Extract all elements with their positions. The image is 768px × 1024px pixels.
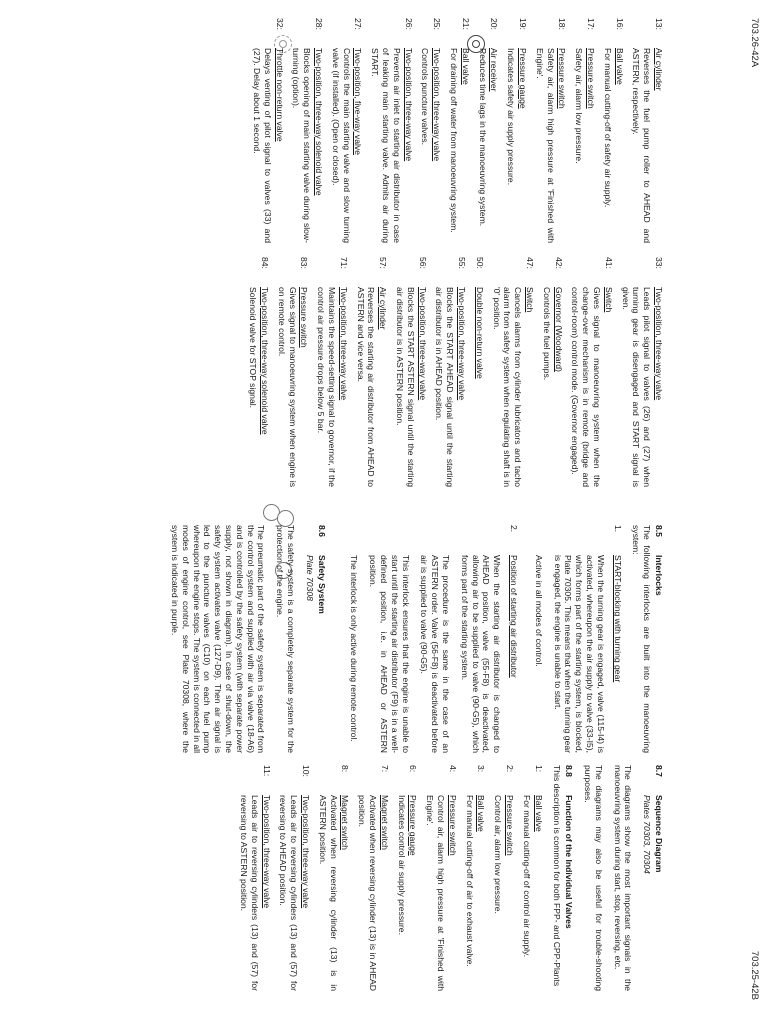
item-description: Reverses the starting air distributor from AHEAD to ASTERN and vice versa. [355, 287, 377, 487]
item-number: 84: [260, 257, 271, 269]
item-paragraph: The procedure is the same in the case of an ASTERN order. Valve (56-F8) is deactivated before air is supplied to valve (90-G5). [419, 555, 452, 753]
list-item [534, 18, 567, 243]
item-paragraph: When the turning gear is engaged, valve (115-I4) is activated, whereupon the air supply to valve (33-I5), which forms part of the starting system, is blocked, Plate 70305. This means that when the turning gear is engaged, the engine is unable to start. [552, 555, 606, 753]
column-2-valve-list [242, 257, 665, 487]
item-description: Leads air to reversing cylinders (13) and (57) for reversing to ASTERN position. [239, 795, 260, 991]
list-item [330, 18, 363, 243]
page-number-right: 703.25-42B [749, 950, 760, 1000]
item-paragraph: When the starting air distributor is changed to AHEAD position, valve (55-F8) is deactivated, allowing air to be supplied to valve (90-G5), which forms part of the starting system. [459, 555, 503, 753]
section-paragraph: The safety system is a completely separate system for the protection of the engine. [275, 525, 297, 753]
section-heading-safety [316, 525, 327, 753]
item-number: 21: [460, 18, 471, 30]
section-title: Interlocks [654, 555, 664, 596]
item-number: 27: [353, 18, 364, 30]
column-1-valve-list [245, 18, 664, 243]
item-number: 16: [614, 18, 625, 30]
item-description: Prevents air inlet to starting air distributor in case of leaking main starting valve. Admits air during START. [370, 48, 402, 243]
item-title: Throttle non-return valve [274, 48, 285, 142]
section-heading-interlocks [653, 525, 664, 753]
item-number: 3: [476, 765, 487, 773]
item-title: Ball valve [460, 48, 471, 85]
section-number: 8.8 [564, 765, 575, 777]
list-item [356, 765, 389, 991]
item-number: 25: [432, 18, 443, 30]
item-title: Two-position, three-way valve [261, 795, 272, 909]
item-description: Controls the main starting valve and slow turning valve (if installed). (Open or closed). [330, 48, 352, 243]
item-number: 4: [447, 765, 458, 773]
item-title: Switch [603, 287, 614, 313]
list-item [355, 257, 388, 487]
item-number: 1: [533, 765, 544, 773]
item-description: Blocks the START AHEAD signal until the starting air distributor is in AHEAD position. [434, 287, 456, 487]
item-title: Two-position, three-way valve [301, 795, 312, 909]
item-number: 41: [603, 257, 614, 269]
item-number: 56: [417, 257, 428, 269]
item-description: For draining off water from manoeuvring system. [449, 48, 460, 233]
list-item [315, 257, 348, 487]
item-title: Switch [525, 287, 536, 313]
list-item [317, 765, 350, 991]
item-description: Delays venting of pilot signal to valves (33) and (27). Delay about 1 second. [252, 48, 273, 243]
item-number: 2: [505, 765, 516, 773]
item-number: 18: [557, 18, 568, 30]
item-title: Pressure switch [299, 287, 310, 348]
item-description: Control air, alarm low pressure. [493, 795, 504, 914]
list-item [491, 257, 535, 487]
item-title: Magnet switch [379, 795, 390, 850]
item-number: 8: [340, 765, 351, 773]
list-item [238, 765, 271, 991]
item-description: Solenoid valve for STOP signal. [248, 287, 259, 409]
item-number: 32: [274, 18, 285, 30]
list-item [541, 257, 564, 487]
item-number: 26: [403, 18, 414, 30]
section-paragraph: The diagrams show the most important signals in the manoeuvring system during start, stop, reversing, etc. [612, 765, 634, 991]
page-number-left: 703.26-42A [749, 18, 760, 68]
item-title: Pressure switch [505, 795, 516, 856]
item-title: Double non-return valve [474, 287, 485, 379]
item-number: 10: [301, 765, 312, 777]
item-title: Pressure switch [557, 48, 568, 109]
item-number: 55: [457, 257, 468, 269]
item-number: 50: [474, 257, 485, 269]
section-title: Function of the Individual Valves [564, 795, 575, 929]
item-description: For manual cutting-off of air to exhaust valve. [464, 795, 475, 967]
item-description: Maintains the speed-setting signal to governor, if the control air pressure drops below 5 bar. [316, 287, 338, 487]
item-number: 57: [378, 257, 389, 269]
list-item [573, 18, 596, 243]
item-description: Leads pilot signal to valves (26) and (27) when turning gear is disengaged and START signal is given. [620, 287, 653, 487]
item-paragraph: The interlock is only active during remote control. [349, 555, 360, 742]
plate-reference: Plate 70308 [304, 555, 315, 601]
item-title: Pressure gauge [408, 795, 419, 856]
section-intro: The following interlocks are built into the manoeuvring system: [631, 525, 653, 753]
list-item [521, 765, 544, 991]
item-number: 19: [518, 18, 529, 30]
section-title: Safety System [316, 555, 327, 614]
item-title: Two-position, three-way solenoid valve [314, 48, 325, 196]
item-title: Pressure switch [586, 48, 597, 109]
item-number: 6: [408, 765, 419, 773]
column-3-interlocks-safety [161, 525, 664, 753]
item-title: Two-position, three-way valve [338, 287, 349, 401]
item-number: 42: [553, 257, 564, 269]
item-description: Control air, alarm high pressure at 'Finished with Engine'. [425, 795, 447, 991]
item-paragraph: Active in all modes of control. [533, 555, 544, 667]
item-description: For manual cutting-off of safety air supply. [602, 48, 613, 208]
item-title: Air receiver [489, 48, 500, 92]
item-number: 20: [489, 18, 500, 30]
item-description: Blocks the START ASTERN signal until the starting air distributor is in ASTERN position. [395, 287, 416, 487]
section-title: Sequence Diagram [654, 795, 664, 873]
list-item [602, 18, 625, 243]
list-item [570, 257, 614, 487]
list-item [477, 18, 500, 243]
item-title: Position of starting air distributor [509, 555, 520, 678]
item-description: Activated when reversing cylinder (13) is in ASTERN position. [317, 795, 339, 991]
item-description: Gives signal to manoeuvring system when engine is on remote control. [276, 287, 298, 487]
list-item [369, 18, 413, 243]
item-number: 47: [525, 257, 536, 269]
item-title: Two-position, three-way valve [654, 287, 664, 401]
item-description: Activated when reversing cylinder (13) is in AHEAD position. [357, 795, 379, 991]
item-title: Ball valve [533, 795, 544, 832]
item-title: Two-position, three-way solenoid valve [260, 287, 271, 435]
section-number: 8.5 [654, 525, 664, 537]
list-item [424, 765, 457, 991]
item-description: Indicates safety air supply pressure. [506, 48, 517, 186]
item-number: 11: [261, 765, 272, 777]
section-number: 8.7 [654, 765, 664, 777]
list-item [631, 18, 664, 243]
list-item [278, 765, 311, 991]
item-title: Two-position, three-way valve [432, 48, 443, 162]
section-paragraph: The diagrams may also be useful for trouble-shooting purposes. [583, 765, 604, 991]
list-item [394, 257, 427, 487]
item-description: Gives signal to manoeuvring system when the change-over mechanism is in remote (bridge and control-room) control mode. (Governor engaged). [570, 287, 603, 487]
section-heading-sequence [653, 765, 664, 991]
item-title: Two-position, three-way valve [457, 287, 468, 401]
section-number: 8.6 [316, 525, 327, 537]
item-title: Pressure switch [447, 795, 458, 856]
item-description: Indicates control air supply pressure. [396, 795, 407, 935]
item-title: Two-position, three-way valve [403, 48, 414, 162]
list-item [276, 257, 309, 487]
item-description: Safety air, alarm low pressure. [574, 48, 585, 164]
plate-reference: Plates 70303, 70304 [642, 795, 653, 874]
list-item [505, 18, 528, 243]
item-title: Pressure gauge [518, 48, 529, 109]
list-item [620, 257, 664, 487]
item-paragraph: This interlock ensures that the engine is unable to start until the starting air distributor (F9) is in a well-defined position, i.e. in AHEAD or ASTERN position. [368, 555, 411, 753]
item-number: 71: [338, 257, 349, 269]
item-number: 17: [586, 18, 597, 30]
item-description: Controls the fuel pumps. [541, 287, 552, 381]
item-description: Reverses the fuel pump roller to AHEAD and ASTERN, respectively. [631, 48, 653, 243]
section-paragraph: The pneumatic part of the safety system is separated from the control system and supplied with air via valve (18-A6) and is controlled by the safety system (with separate power supply, not shown in diagram). In case of shut-down, the safety system activates valve (127-D9). Then air signal is led to the puncture valves (C10) on each fuel pump whereupon the engine stops. The system is connected in all modes of engine control, see Plate 70308, where the system is indicated in purple. [170, 525, 267, 753]
item-description: Cancels alarms from cylinder lubricators and tacho alarm from safety system when regulating shaft is in '0' position. [491, 287, 524, 487]
item-title: Ball valve [476, 795, 487, 832]
interlock-item [525, 525, 623, 753]
item-number: 2. [509, 525, 520, 533]
list-item [448, 18, 471, 243]
list-item [420, 18, 443, 243]
item-number: 7: [379, 765, 390, 773]
list-item [248, 257, 271, 487]
list-item [434, 257, 467, 487]
list-item [291, 18, 324, 243]
item-title: Two-position, five-way valve [353, 48, 364, 155]
item-title: Ball valve [614, 48, 625, 85]
item-description: Safety air, alarm high pressure at 'Finished with Engine'. [534, 48, 556, 243]
item-title: Magnet switch [340, 795, 351, 850]
item-number: 1. [612, 525, 623, 533]
item-description: For manual cutting-off of control air supply. [521, 795, 532, 958]
list-item [396, 765, 419, 991]
item-description: Controls puncture valves. [420, 48, 431, 145]
list-item [464, 765, 487, 991]
item-number: 33: [654, 257, 664, 269]
section-heading-functions [563, 765, 574, 991]
list-item [492, 765, 515, 991]
item-title: START-blocking with turning gear [612, 555, 623, 683]
section-intro: This description is common for both FPP- and CPP-Plants [552, 765, 563, 987]
interlock-item [341, 525, 519, 753]
list-item [473, 257, 485, 487]
list-item [251, 18, 284, 243]
item-title: Air cylinder [378, 287, 389, 330]
column-4-sequence-functions [232, 765, 664, 991]
item-number: 13: [654, 18, 664, 30]
item-description: Blocks opening of main starting valve during slow-turning (option). [291, 48, 313, 243]
item-title: Governor (Woodward) [553, 287, 564, 372]
item-title: Two-position, three-way valve [417, 287, 428, 401]
item-description: Leads air to reversing cylinders (13) and (57) for reversing to AHEAD position. [278, 795, 300, 991]
item-title: Air cylinder [654, 48, 664, 91]
item-number: 83: [299, 257, 310, 269]
item-number: 28: [314, 18, 325, 30]
item-description: Reduces time lags in the manoeuvring system. [477, 48, 488, 227]
